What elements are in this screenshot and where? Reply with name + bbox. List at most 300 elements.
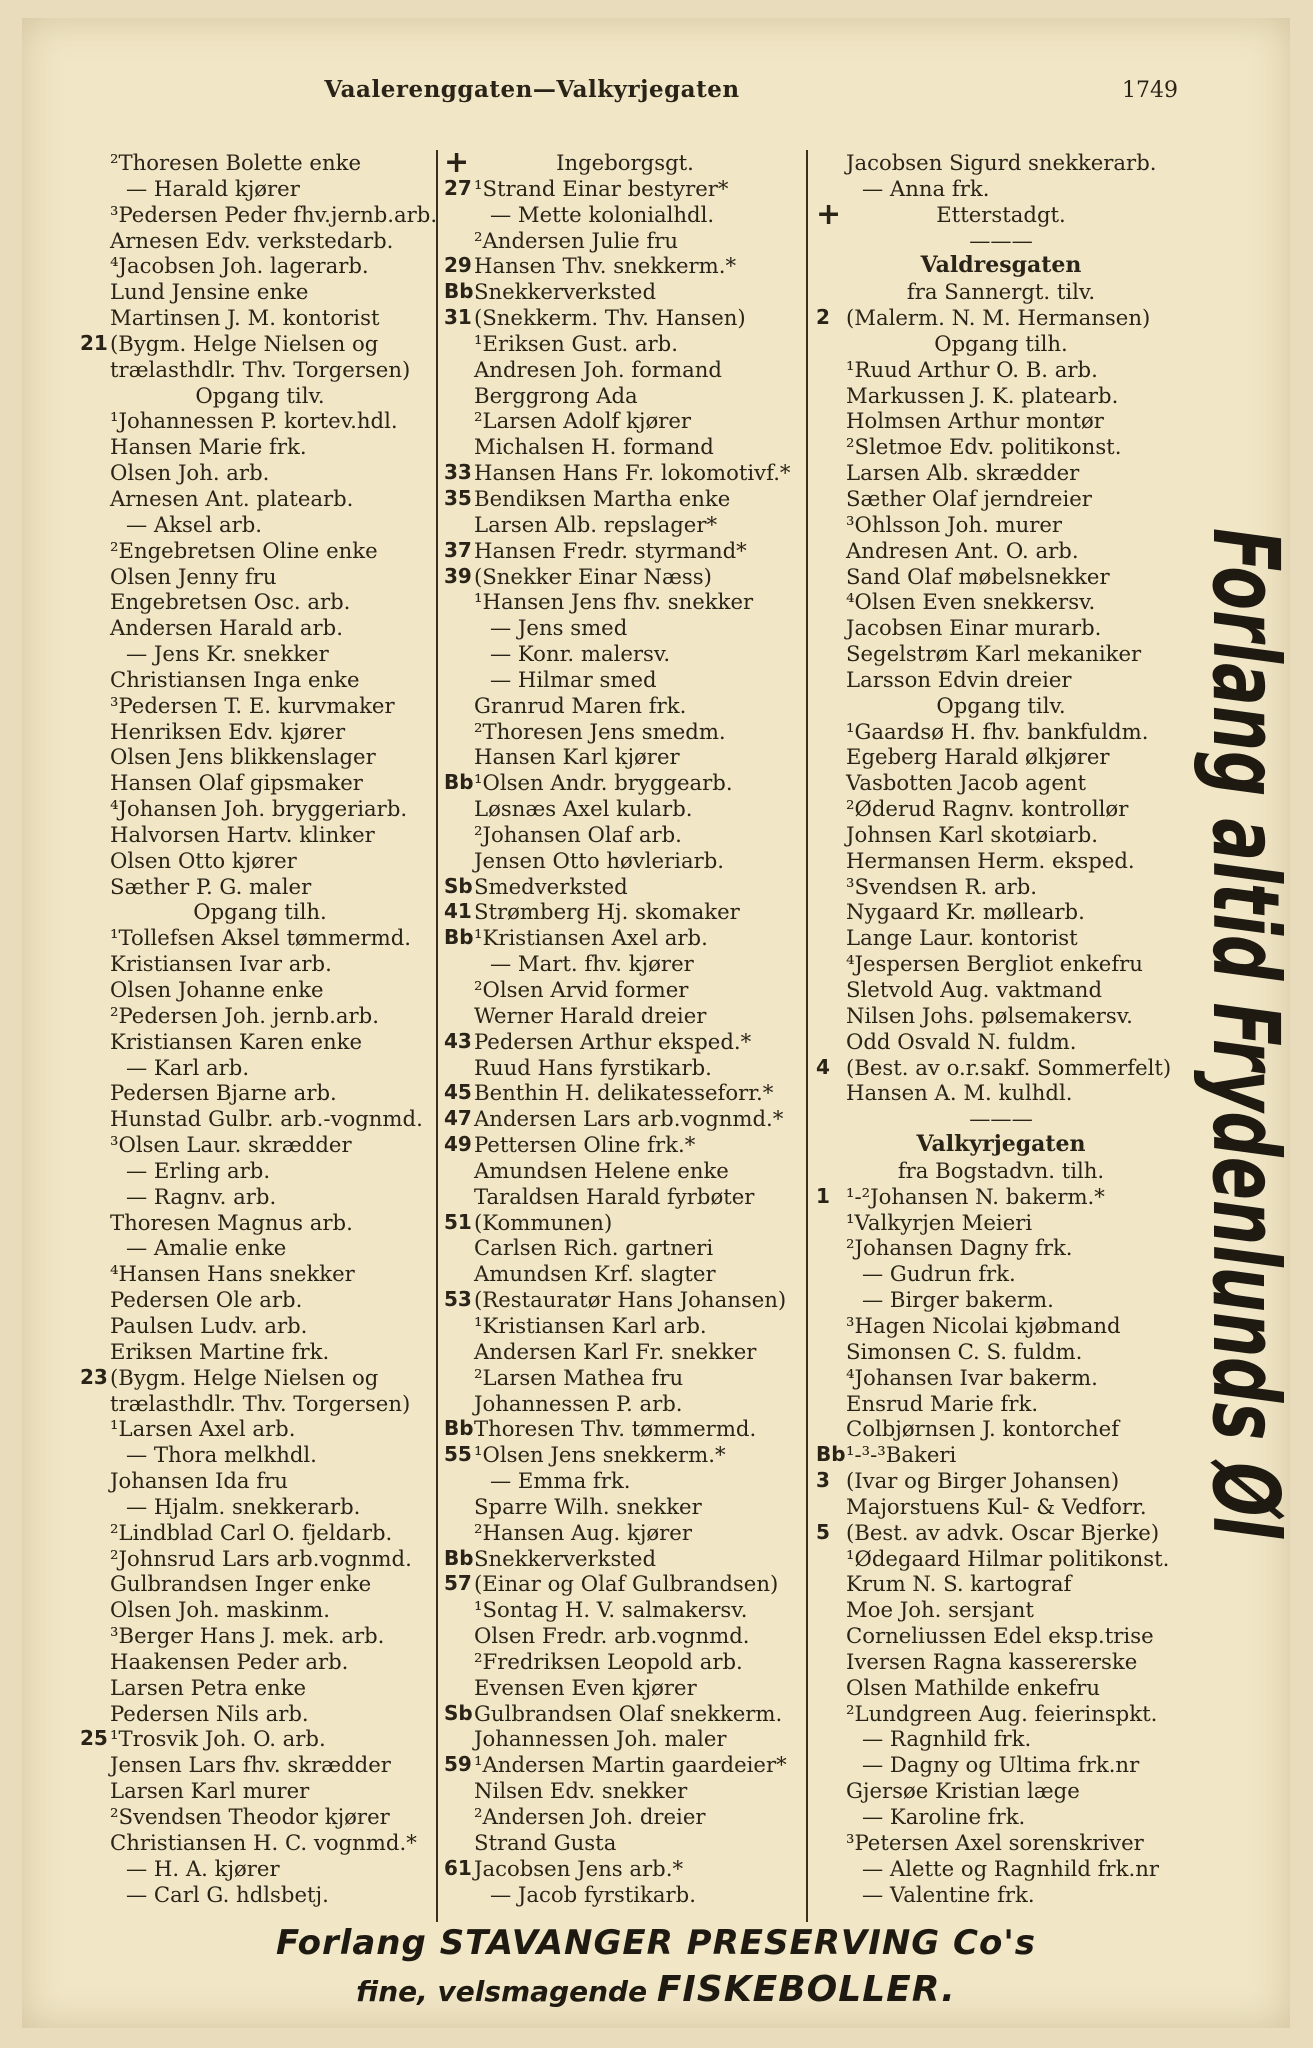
house-number: 61 <box>444 1855 472 1880</box>
page-number: 1749 <box>1122 78 1178 103</box>
directory-entry <box>816 486 1186 512</box>
directory-entry <box>816 1339 1186 1365</box>
directory-entry <box>816 1597 1186 1623</box>
resident-name: — Hilmar smed <box>490 666 657 692</box>
house-number: 43 <box>444 1028 472 1053</box>
resident-name: Kristiansen Ivar arb. <box>110 951 332 977</box>
resident-name: Olsen Mathilde enkefru <box>846 1674 1100 1700</box>
directory-entry <box>816 744 1186 770</box>
directory-entry <box>816 977 1186 1003</box>
resident-name: Olsen Jens blikkenslager <box>110 744 376 770</box>
directory-entry <box>80 1184 440 1210</box>
house-number: 55 <box>444 1442 472 1467</box>
directory-entry <box>444 977 806 1003</box>
directory-entry <box>816 615 1186 641</box>
resident-name: ²Fredriksen Leopold arb. <box>474 1648 743 1674</box>
directory-entry <box>816 1235 1186 1261</box>
resident-name: Christiansen Inga enke <box>110 666 360 692</box>
directory-entry <box>444 253 806 279</box>
house-number: 37 <box>444 537 472 562</box>
resident-name: ¹Kristiansen Axel arb. <box>474 925 708 951</box>
directory-entry <box>444 145 806 180</box>
resident-name: (Malerm. N. M. Hermansen) <box>846 305 1151 331</box>
resident-name: Pettersen Oline frk.* <box>474 1132 696 1158</box>
house-number: 27 <box>444 175 472 200</box>
resident-name: ²Andersen Julie fru <box>474 227 679 253</box>
resident-name: Ruud Hans fyrstikarb. <box>474 1054 712 1080</box>
resident-name: ⁴Olsen Even snekkersv. <box>846 589 1096 615</box>
directory-entry <box>80 1752 440 1778</box>
directory-entry <box>816 641 1186 667</box>
directory-entry <box>816 1184 1186 1210</box>
resident-name: Pedersen Bjarne arb. <box>110 1080 337 1106</box>
resident-name: ²Pedersen Joh. jernb.arb. <box>110 1002 379 1028</box>
house-number: 5 <box>816 1519 830 1544</box>
directory-entry <box>444 1261 806 1287</box>
directory-entry <box>80 1132 440 1158</box>
directory-entry <box>816 1261 1186 1287</box>
resident-name: (Ivar og Birger Johansen) <box>846 1468 1120 1494</box>
resident-name: Haakensen Peder arb. <box>110 1648 349 1674</box>
directory-entry <box>444 874 806 900</box>
directory-entry <box>80 1313 440 1339</box>
resident-name: Andresen Joh. formand <box>474 356 722 382</box>
directory-entry <box>816 1675 1186 1701</box>
resident-name: Nygaard Kr. møllearb. <box>846 899 1085 925</box>
directory-entry <box>80 744 440 770</box>
resident-name: ²Larsen Mathea fru <box>474 1364 684 1390</box>
house-number: Sb <box>444 1700 473 1725</box>
resident-name: ¹Ruud Arthur O. B. arb. <box>846 356 1098 382</box>
house-number: 39 <box>444 563 472 588</box>
resident-name: ¹-²Johansen N. bakerm.* <box>846 1183 1105 1209</box>
section-note: fra Sannergt. tilv. <box>906 279 1096 305</box>
directory-entry <box>816 1520 1186 1546</box>
directory-entry <box>816 512 1186 538</box>
resident-name: ²Johansen Olaf arb. <box>474 821 682 847</box>
directory-entry <box>80 822 440 848</box>
directory-entry <box>816 1210 1186 1236</box>
directory-entry <box>80 408 440 434</box>
resident-name: Moe Joh. sersjant <box>846 1597 1034 1623</box>
resident-name: — Jacob fyrstikarb. <box>490 1881 696 1907</box>
resident-name: — Hjalm. snekkerarb. <box>126 1493 361 1519</box>
directory-entry <box>816 1132 1186 1158</box>
resident-name: Gulbrandsen Inger enke <box>110 1571 372 1597</box>
resident-name: trælasthdlr. Thv. Torgersen) <box>110 356 411 382</box>
resident-name: Jacobsen Sigurd snekkerarb. <box>846 150 1157 175</box>
directory-entry <box>80 667 440 693</box>
resident-name: ⁴Jespersen Bergliot enkefru <box>846 951 1143 977</box>
directory-entry <box>816 1882 1186 1908</box>
bottom-advertisement <box>22 1920 1290 2016</box>
directory-entry <box>444 1080 806 1106</box>
directory-entry <box>816 1003 1186 1029</box>
directory-entry <box>816 925 1186 951</box>
resident-name: (Kommunen) <box>474 1209 613 1235</box>
resident-name: Olsen Joh. maskinm. <box>110 1597 330 1623</box>
resident-name: Hansen Marie frk. <box>110 434 307 460</box>
directory-entry <box>444 538 806 564</box>
directory-entry <box>816 848 1186 874</box>
resident-name: Egeberg Harald ølkjører <box>846 744 1110 770</box>
resident-name: ¹Valkyrjen Meieri <box>846 1209 1033 1235</box>
resident-name: — Ragnhild frk. <box>862 1726 1032 1752</box>
directory-entry <box>80 641 440 667</box>
house-number: 57 <box>444 1571 472 1596</box>
resident-name: ¹Hansen Jens fhv. snekker <box>474 589 754 615</box>
directory-entry <box>444 1778 806 1804</box>
resident-name: Snekkerverksted <box>474 279 657 305</box>
resident-name: — Dagny og Ultima frk.nr <box>862 1752 1140 1778</box>
resident-name: Amundsen Krf. slagter <box>474 1261 716 1287</box>
directory-entry <box>816 196 1186 232</box>
resident-name: — Konr. malersv. <box>490 641 671 667</box>
resident-name: Odd Osvald N. fuldm. <box>846 1028 1077 1054</box>
directory-entry <box>80 874 440 900</box>
resident-name: — Jens smed <box>490 615 628 641</box>
directory-entry <box>444 1055 806 1081</box>
directory-entry <box>444 1856 806 1882</box>
resident-name: — Anna frk. <box>862 175 990 201</box>
directory-entry <box>816 305 1186 331</box>
resident-name: Thoresen Magnus arb. <box>110 1209 353 1235</box>
resident-name: ¹Kristiansen Karl arb. <box>474 1312 707 1338</box>
directory-entry <box>80 1365 440 1391</box>
side-advertisement-text: Forlang altid Frydenlunds Øl <box>1192 528 1294 1548</box>
resident-name: ¹Tollefsen Aksel tømmermd. <box>110 925 412 951</box>
directory-entry <box>80 253 440 279</box>
column-divider <box>806 150 808 1922</box>
resident-name: Johannessen Joh. maler <box>474 1726 727 1752</box>
resident-name: — Erling arb. <box>126 1157 271 1183</box>
directory-entry <box>80 1701 440 1727</box>
directory-entry <box>80 176 440 202</box>
resident-name: ²Andersen Joh. dreier <box>474 1804 706 1829</box>
directory-entry <box>816 796 1186 822</box>
directory-entry <box>80 1003 440 1029</box>
resident-name: Olsen Joh. arb. <box>110 460 270 486</box>
resident-name: ²Sletmoe Edv. politikonst. <box>846 434 1122 460</box>
resident-name: Arnesen Ant. platearb. <box>110 485 354 511</box>
resident-name: Berggrong Ada <box>474 382 638 408</box>
house-number: 41 <box>444 899 472 924</box>
bottom-ad-line1: Forlang STAVANGER PRESERVING Co's <box>276 1923 1036 1963</box>
resident-name: Corneliussen Edel eksp.trise <box>846 1623 1154 1649</box>
directory-entry <box>816 1804 1186 1830</box>
resident-name: (Snekker Einar Næss) <box>474 563 712 589</box>
directory-entry <box>816 176 1186 202</box>
house-number: Sb <box>444 873 473 898</box>
directory-entry <box>816 1029 1186 1055</box>
cross-street-marker: + <box>444 145 470 180</box>
directory-entry <box>80 279 440 305</box>
resident-name: ³Hagen Nicolai kjøbmand <box>846 1312 1121 1338</box>
directory-entry <box>80 1055 440 1081</box>
resident-name: Werner Harald dreier <box>474 1002 707 1028</box>
resident-name: ³Ohlsson Joh. murer <box>846 511 1063 537</box>
resident-name: (Einar og Olaf Gulbrandsen) <box>474 1571 779 1597</box>
section-note: Opgang tilh. <box>934 330 1068 356</box>
directory-entry <box>80 1391 440 1417</box>
directory-entry <box>80 564 440 590</box>
directory-entry <box>444 357 806 383</box>
resident-name: Hansen Hans Fr. lokomotivf.* <box>474 460 791 486</box>
resident-name: Lange Laur. kontorist <box>846 925 1078 951</box>
section-note: ——— <box>969 227 1033 253</box>
directory-entry <box>444 1391 806 1417</box>
directory-entry <box>80 589 440 615</box>
resident-name: ²Larsen Adolf kjører <box>474 408 692 434</box>
directory-entry <box>80 357 440 383</box>
directory-entry <box>816 1313 1186 1339</box>
directory-entry <box>816 1830 1186 1856</box>
resident-name: Andresen Ant. O. arb. <box>846 537 1079 563</box>
directory-entry <box>444 1029 806 1055</box>
section-note: Opgang tilh. <box>193 899 327 925</box>
resident-name: Iversen Ragna kassererske <box>846 1648 1138 1674</box>
resident-name: Hunstad Gulbr. arb.-vognmd. <box>110 1106 423 1132</box>
directory-entry <box>80 1106 440 1132</box>
directory-entry <box>80 1235 440 1261</box>
resident-name: Michalsen H. formand <box>474 434 714 460</box>
directory-entry <box>80 150 440 176</box>
directory-entry <box>444 564 806 590</box>
directory-entry <box>444 744 806 770</box>
resident-name: Sand Olaf møbelsnekker <box>846 563 1110 589</box>
directory-entry <box>444 667 806 693</box>
directory-column-2 <box>444 145 806 1907</box>
house-number: 53 <box>444 1287 472 1312</box>
directory-entry <box>816 1468 1186 1494</box>
side-advertisement <box>1174 528 1294 1548</box>
directory-entry <box>80 1210 440 1236</box>
directory-entry <box>816 1416 1186 1442</box>
section-note: Opgang tilv. <box>195 382 325 408</box>
house-number: Bb <box>444 279 474 304</box>
directory-entry <box>80 1546 440 1572</box>
resident-name: Markussen J. K. platearb. <box>846 382 1119 408</box>
resident-name: — Aksel arb. <box>126 511 263 537</box>
resident-name: — Gudrun frk. <box>862 1261 1016 1287</box>
directory-entry <box>80 1287 440 1313</box>
directory-entry <box>444 1752 806 1778</box>
directory-entry <box>80 1442 440 1468</box>
directory-entry <box>816 1494 1186 1520</box>
resident-name: ³Petersen Axel sorenskriver <box>846 1829 1144 1855</box>
directory-entry <box>816 564 1186 590</box>
house-number: 25 <box>80 1726 108 1751</box>
house-number: 29 <box>444 253 472 278</box>
resident-name: Jensen Lars fhv. skrædder <box>110 1752 391 1778</box>
resident-name: Johansen Ida fru <box>110 1468 288 1494</box>
house-number: 4 <box>816 1054 830 1079</box>
directory-entry <box>816 1701 1186 1727</box>
resident-name: — Emma frk. <box>490 1468 631 1494</box>
directory-entry <box>816 1442 1186 1468</box>
house-number: Bb <box>444 925 474 950</box>
directory-entry <box>444 693 806 719</box>
resident-name: Vasbotten Jacob agent <box>846 770 1087 796</box>
house-number: 23 <box>80 1364 108 1389</box>
directory-entry <box>80 770 440 796</box>
directory-entry <box>816 899 1186 925</box>
resident-name: — H. A. kjører <box>126 1855 280 1881</box>
resident-name: Olsen Otto kjører <box>110 847 297 873</box>
resident-name: ¹Olsen Andr. bryggearb. <box>474 770 733 796</box>
resident-name: Segelstrøm Karl mekaniker <box>846 641 1142 667</box>
resident-name: Holmsen Arthur montør <box>846 408 1104 434</box>
resident-name: (Best. av o.r.sakf. Sommerfelt) <box>846 1054 1172 1080</box>
resident-name: ¹Andersen Martin gaardeier* <box>474 1752 787 1778</box>
resident-name: Hansen Thv. snekkerm.* <box>474 253 737 279</box>
section-note: Opgang tilv. <box>936 692 1066 718</box>
directory-entry <box>444 1184 806 1210</box>
directory-entry <box>444 1106 806 1132</box>
resident-name: Strømberg Hj. skomaker <box>474 899 740 925</box>
resident-name: Arnesen Edv. verkstedarb. <box>110 227 394 253</box>
directory-entry <box>444 305 806 331</box>
directory-entry <box>444 1287 806 1313</box>
directory-entry <box>444 1468 806 1494</box>
directory-entry <box>816 874 1186 900</box>
directory-entry <box>444 1494 806 1520</box>
resident-name: trælasthdlr. Thv. Torgersen) <box>110 1390 411 1416</box>
directory-entry <box>80 1856 440 1882</box>
resident-name: Henriksen Edv. kjører <box>110 718 346 744</box>
resident-name: Larsen Karl murer <box>110 1778 310 1804</box>
resident-name: ²Johnsrud Lars arb.vognmd. <box>110 1545 412 1571</box>
resident-name: (Bygm. Helge Nielsen og <box>110 330 379 356</box>
resident-name: ⁴Johansen Ivar bakerm. <box>846 1364 1098 1390</box>
resident-name: ¹Strand Einar bestyrer* <box>474 175 729 201</box>
resident-name: Ensrud Marie frk. <box>846 1390 1039 1416</box>
directory-entry <box>816 1856 1186 1882</box>
resident-name: Andersen Lars arb.vognmd.* <box>474 1106 784 1132</box>
resident-name: ²Thoresen Jens smedm. <box>474 718 726 744</box>
resident-name: Larsen Petra enke <box>110 1674 307 1700</box>
directory-entry <box>444 1442 806 1468</box>
resident-name: Lund Jensine enke <box>110 279 309 305</box>
directory-entry <box>816 1055 1186 1081</box>
resident-name: Krum N. S. kartograf <box>846 1571 1072 1597</box>
directory-entry <box>80 383 440 409</box>
house-number: 33 <box>444 460 472 485</box>
resident-name: Snekkerverksted <box>474 1545 657 1571</box>
resident-name: ¹Ødegaard Hilmar politikonst. <box>846 1545 1170 1571</box>
directory-entry <box>444 512 806 538</box>
resident-name: Løsnæs Axel kularb. <box>474 796 693 822</box>
directory-entry <box>80 615 440 641</box>
directory-entry <box>444 1726 806 1752</box>
directory-entry <box>444 486 806 512</box>
resident-name: Nilsen Johs. pølsemakersv. <box>846 1002 1133 1028</box>
directory-entry <box>444 822 806 848</box>
resident-name: Kristiansen Karen enke <box>110 1028 363 1054</box>
resident-name: — Thora melkhdl. <box>126 1442 317 1468</box>
directory-entry <box>444 1830 806 1856</box>
resident-name: Strand Gusta <box>474 1829 617 1855</box>
resident-name: Carlsen Rich. gartneri <box>474 1235 714 1261</box>
directory-entry <box>80 305 440 331</box>
resident-name: Olsen Jenny fru <box>110 563 277 589</box>
directory-entry <box>816 719 1186 745</box>
resident-name: Pedersen Arthur eksped.* <box>474 1028 752 1054</box>
resident-name: Evensen Even kjører <box>474 1674 697 1700</box>
resident-name: Sæther P. G. maler <box>110 873 312 899</box>
directory-entry <box>444 383 806 409</box>
resident-name: Larsen Alb. repslager* <box>474 511 718 537</box>
directory-entry <box>444 848 806 874</box>
resident-name: Sæther Olaf jerndreier <box>846 485 1092 511</box>
directory-entry <box>816 1391 1186 1417</box>
resident-name: Christiansen H. C. vognmd.* <box>110 1829 417 1855</box>
directory-entry <box>80 538 440 564</box>
directory-entry <box>444 1597 806 1623</box>
directory-entry <box>80 486 440 512</box>
resident-name: — Harald kjører <box>126 175 300 201</box>
directory-entry <box>816 1778 1186 1804</box>
resident-name: Jensen Otto høvleriarb. <box>474 847 725 873</box>
directory-entry <box>80 512 440 538</box>
directory-entry <box>444 719 806 745</box>
resident-name: ³Svendsen R. arb. <box>846 873 1037 899</box>
directory-entry <box>80 1778 440 1804</box>
resident-name: — Karoline frk. <box>862 1804 1026 1829</box>
directory-entry <box>80 1830 440 1856</box>
resident-name: Bendiksen Martha enke <box>474 485 731 511</box>
directory-entry <box>80 1416 440 1442</box>
directory-entry <box>816 822 1186 848</box>
resident-name: Engebretsen Osc. arb. <box>110 589 351 615</box>
directory-entry <box>444 1132 806 1158</box>
resident-name: Olsen Fredr. arb.vognmd. <box>474 1623 750 1649</box>
resident-name: — Jens Kr. snekker <box>126 641 329 667</box>
directory-entry <box>816 1158 1186 1184</box>
directory-entry <box>80 1597 440 1623</box>
house-number: 45 <box>444 1080 472 1105</box>
directory-entry <box>80 1339 440 1365</box>
resident-name: Hermansen Herm. eksped. <box>846 847 1135 873</box>
directory-entry <box>444 202 806 228</box>
resident-name: Andersen Karl Fr. snekker <box>474 1338 757 1364</box>
directory-entry <box>80 1494 440 1520</box>
directory-entry <box>80 1804 440 1830</box>
directory-entry <box>816 770 1186 796</box>
resident-name: ²Olsen Arvid former <box>474 977 689 1002</box>
directory-entry <box>80 460 440 486</box>
resident-name: ²Lundgreen Aug. feierinspkt. <box>846 1700 1158 1726</box>
directory-entry <box>444 1623 806 1649</box>
directory-entry <box>816 589 1186 615</box>
house-number: Bb <box>816 1442 846 1467</box>
directory-entry <box>444 796 806 822</box>
directory-entry <box>444 899 806 925</box>
directory-entry <box>444 434 806 460</box>
directory-entry <box>816 667 1186 693</box>
resident-name: Majorstuens Kul- & Vedforr. <box>846 1493 1147 1519</box>
directory-entry <box>444 1804 806 1830</box>
resident-name: Hansen A. M. kulhdl. <box>846 1080 1073 1106</box>
resident-name: (Bygm. Helge Nielsen og <box>110 1364 379 1390</box>
directory-entry <box>816 1080 1186 1106</box>
directory-entry <box>816 228 1186 254</box>
directory-entry <box>444 1003 806 1029</box>
resident-name: (Restauratør Hans Johansen) <box>474 1287 787 1313</box>
resident-name: ²Lindblad Carl O. fjeldarb. <box>110 1519 393 1545</box>
directory-entry <box>816 279 1186 305</box>
directory-entry <box>816 150 1186 176</box>
